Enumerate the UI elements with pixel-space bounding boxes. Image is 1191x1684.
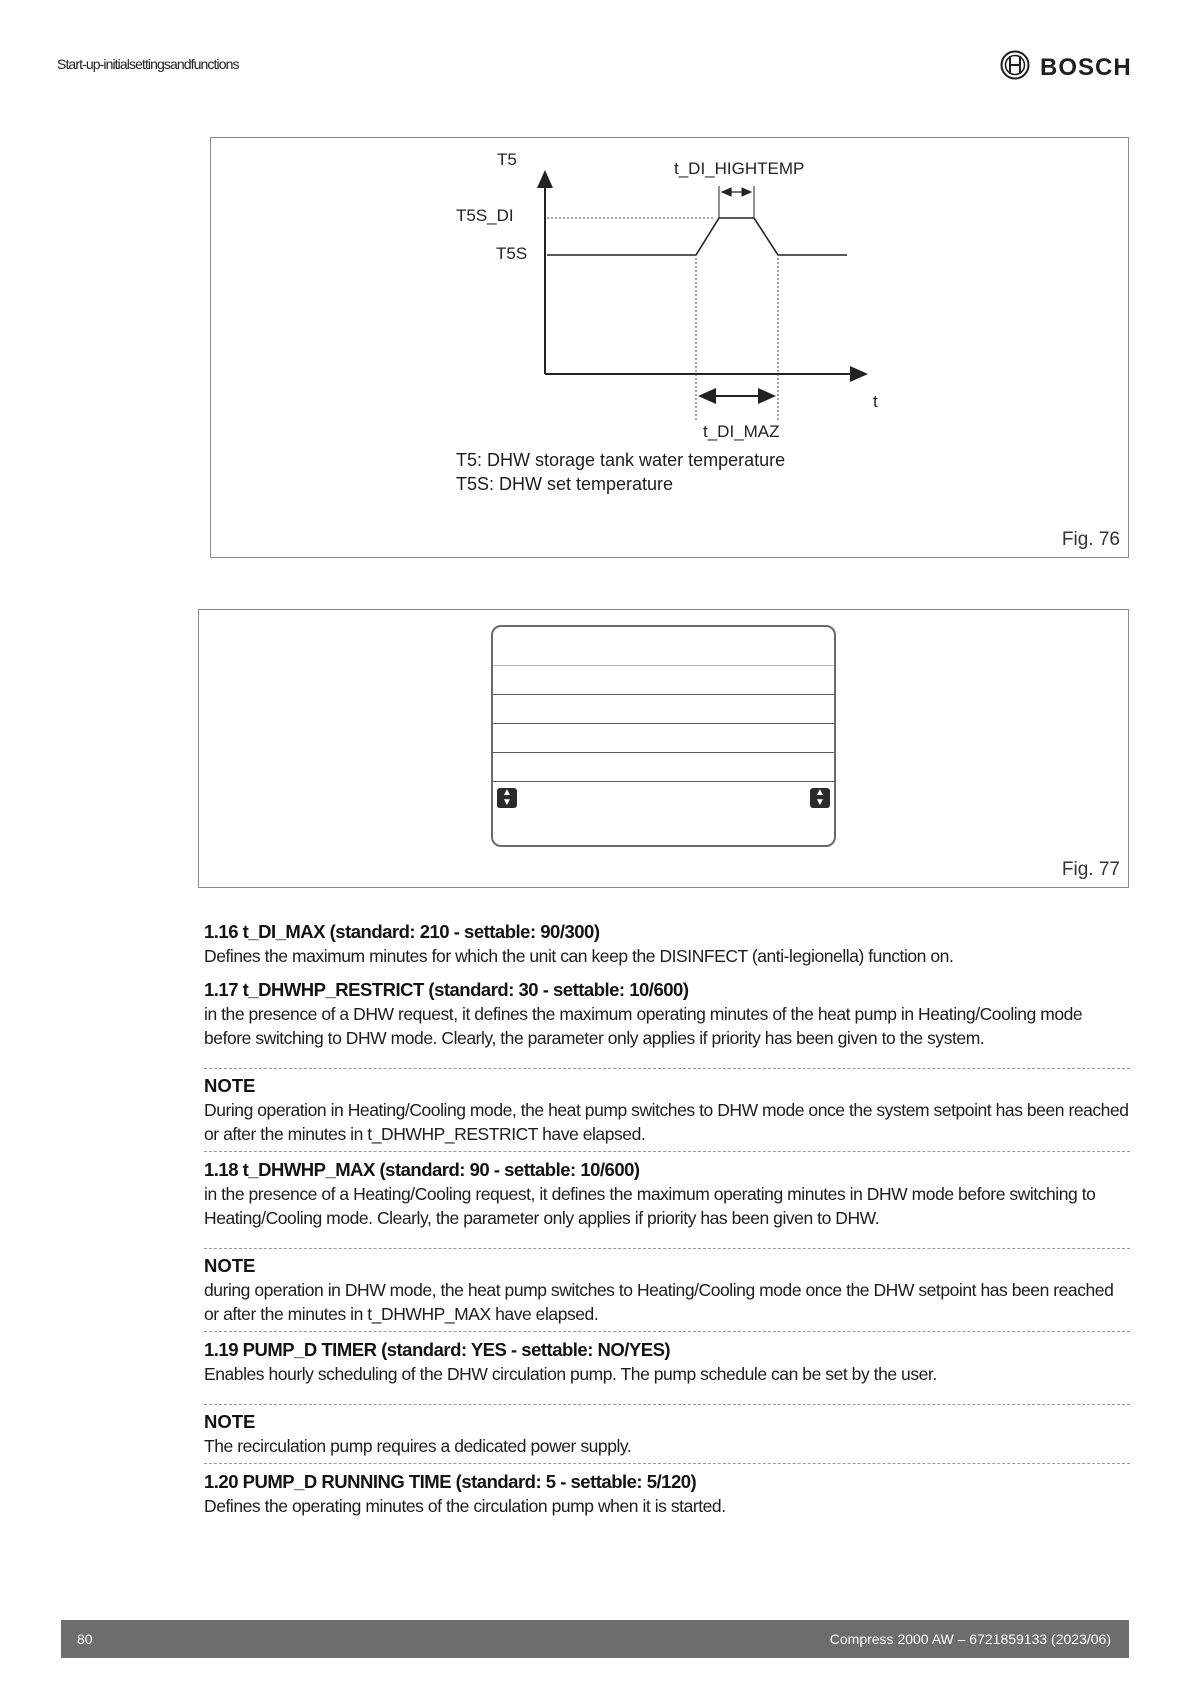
figure-77: [198, 609, 1129, 888]
section-1-19: [204, 1338, 1130, 1386]
scroll-up-down-icon: ▲ ▼: [497, 788, 517, 808]
page-number: 80: [77, 1631, 93, 1647]
brand: [1000, 50, 1132, 85]
display-title-row: [493, 627, 834, 666]
display-row: [493, 666, 834, 695]
note-1-18: [204, 1248, 1130, 1332]
note-body: The recirculation pump requires a dedicated power supply.: [204, 1436, 632, 1456]
legend-line-1: T5: DHW storage tank water temperature: [456, 450, 786, 470]
note-title: NOTE: [204, 1411, 256, 1432]
section-body: Defines the operating minutes of the circulation pump when it is started.: [204, 1496, 726, 1516]
brand-name: BOSCH: [1040, 53, 1132, 81]
temperature-curve: [547, 218, 847, 255]
section-heading: 1.18 t_DHWHP_MAX (standard: 90 - settable: 10/600): [204, 1159, 640, 1180]
note-body: During operation in Heating/Cooling mode, the heat pump switches to DHW mode once the system setpoint has been reached or after the minutes in t_DHWHP_RESTRICT have elapsed.: [204, 1100, 1129, 1144]
bosch-logo-icon: [1000, 50, 1030, 85]
note-body: during operation in DHW mode, the heat pump switches to Heating/Cooling mode once the DHW setpoint has been reached or after the minutes in t_DHWHP_MAX have elapsed.: [204, 1280, 1114, 1324]
section-heading: 1.16 t_DI_MAX (standard: 210 - settable: 90/300): [204, 921, 600, 942]
figure-label: Fig. 77: [1061, 859, 1120, 880]
section-body: Enables hourly scheduling of the DHW circulation pump. The pump schedule can be set by the user.: [204, 1364, 937, 1384]
display-footer: [493, 782, 834, 820]
section-1-17: [204, 978, 1130, 1050]
section-body: in the presence of a DHW request, it defines the maximum operating minutes of the heat pump in Heating/Cooling mode before switching to DHW mode. Clearly, the parameter only applies if priority has been given to the system.: [204, 1004, 1083, 1048]
note-1-17: [204, 1068, 1130, 1152]
section-heading: 1.17 t_DHWHP_RESTRICT (standard: 30 - settable: 10/600): [204, 979, 689, 1000]
bottom-interval-label: t_DI_MAZ: [703, 422, 780, 441]
scroll-up-down-icon: ▲ ▼: [810, 788, 830, 808]
section-body: Defines the maximum minutes for which the unit can keep the DISINFECT (anti-legionella) function on.: [204, 946, 954, 966]
figure-76: [210, 137, 1129, 558]
document-reference: Compress 2000 AW – 6721859133 (2023/06): [829, 1631, 1111, 1647]
level-high-label: T5S_DI: [456, 206, 514, 225]
section-1-16: [204, 920, 1130, 968]
parameter-descriptions: [204, 920, 1130, 1528]
figure-label: Fig. 76: [1061, 529, 1120, 550]
legend-line-2: T5S: DHW set temperature: [456, 474, 674, 494]
y-axis-label: T5: [497, 150, 517, 169]
x-axis-label: t: [873, 392, 878, 411]
section-1-20: [204, 1470, 1130, 1518]
controller-display: [491, 625, 836, 847]
note-title: NOTE: [204, 1075, 256, 1096]
section-1-18: [204, 1158, 1130, 1230]
level-low-label: T5S: [496, 244, 528, 263]
page-footer: [61, 1620, 1129, 1658]
display-row: [493, 753, 834, 782]
display-row: [493, 724, 834, 753]
section-heading: 1.20 PUMP_D RUNNING TIME (standard: 5 - settable: 5/120): [204, 1471, 697, 1492]
top-interval-label: t_DI_HIGHTEMP: [674, 159, 805, 178]
note-title: NOTE: [204, 1255, 256, 1276]
section-body: in the presence of a Heating/Cooling request, it defines the maximum operating minutes in DHW mode before switching to Heating/Cooling mode. Clearly, the parameter only applies if priority has been given to DHW.: [204, 1184, 1096, 1228]
note-1-19: [204, 1404, 1130, 1464]
running-header: Start-up-initialsettingsandfunctions: [57, 56, 239, 72]
display-row: [493, 695, 834, 724]
section-heading: 1.19 PUMP_D TIMER (standard: YES - settable: NO/YES): [204, 1339, 671, 1360]
